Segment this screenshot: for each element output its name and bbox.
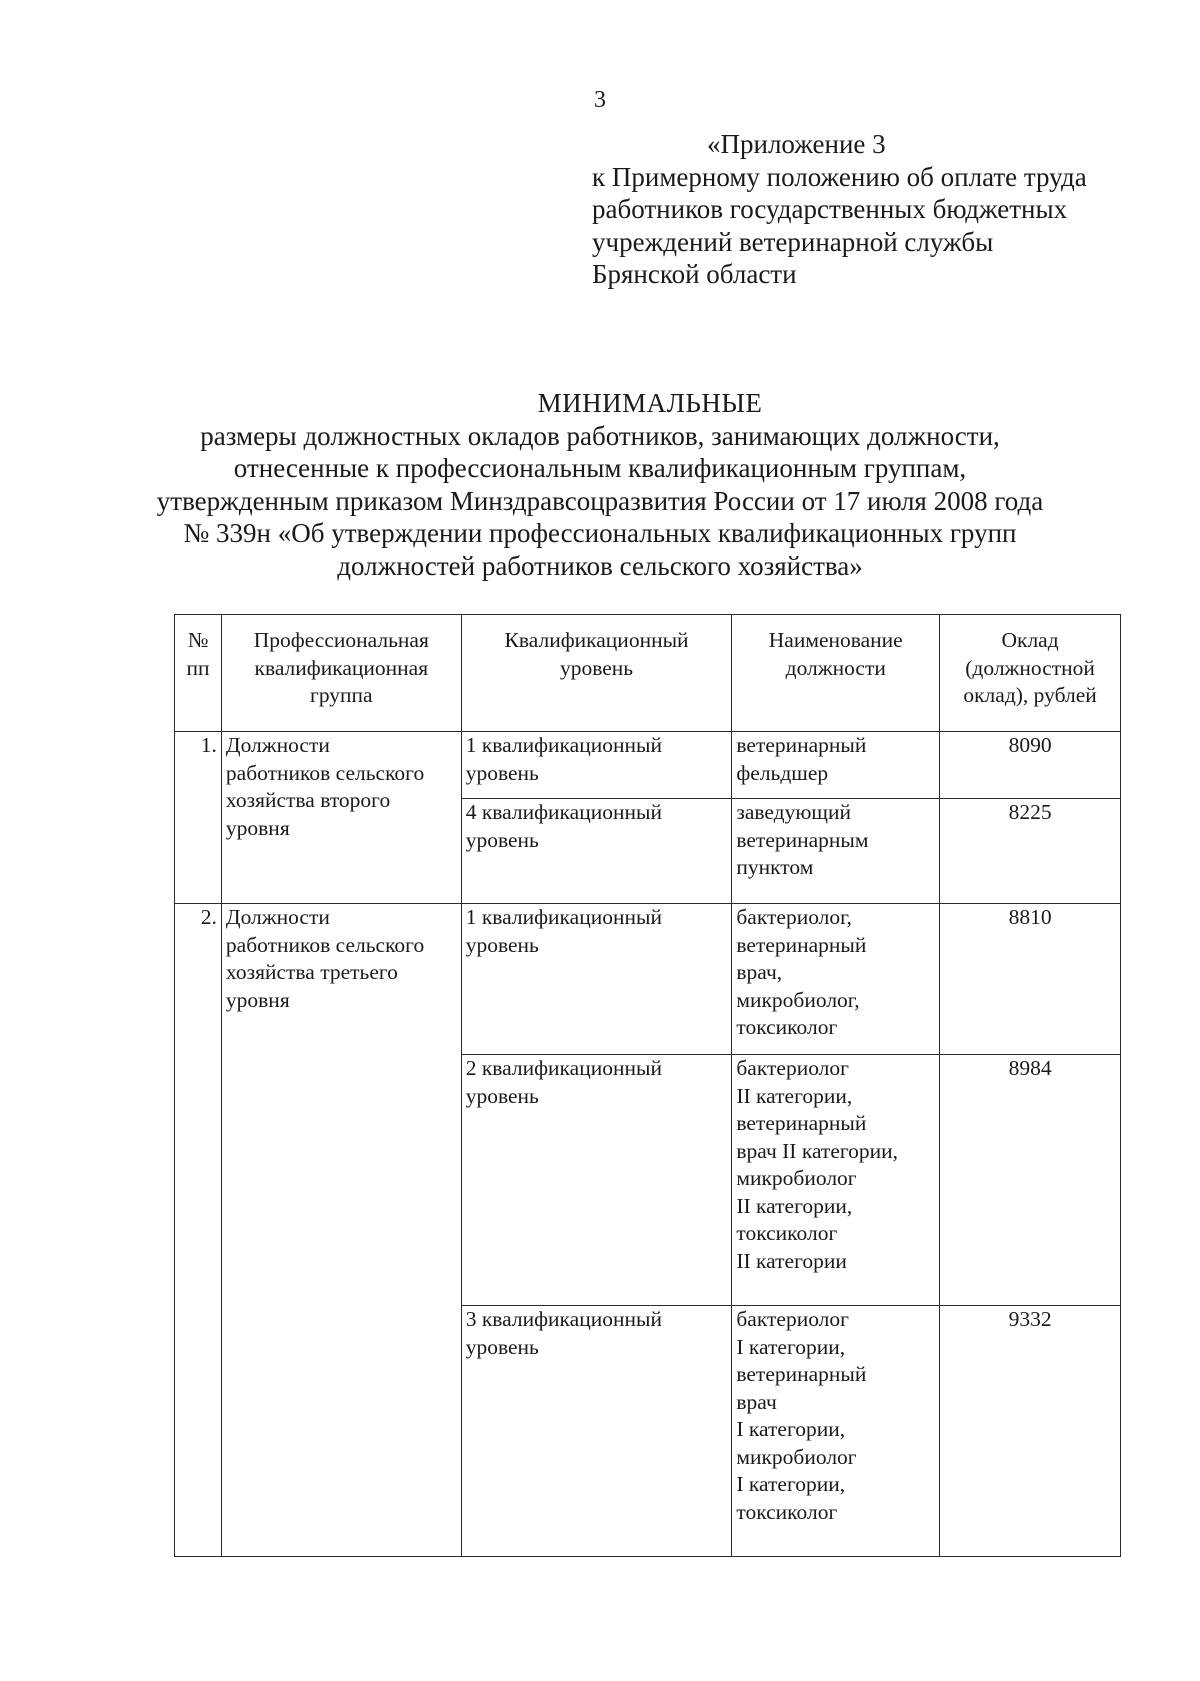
group-text: Должности — [225, 905, 330, 929]
level-text: уровень — [465, 760, 539, 785]
header-salary — [940, 615, 1121, 732]
title-line: должностей работников сельского хозяйства» — [337, 550, 863, 581]
appendix-line: учреждений ветеринарной службы — [592, 226, 994, 257]
header-text: Профессиональная — [253, 628, 429, 652]
level-text: 2 квалификационный — [465, 1056, 662, 1080]
level-text: 4 квалификационный — [465, 800, 662, 824]
group-text: Должности — [225, 733, 330, 757]
header-text: Квалификационный — [504, 628, 689, 652]
group-text: уровня — [225, 815, 290, 840]
position-text: II категории, — [736, 1083, 853, 1108]
header-no — [175, 615, 222, 732]
header-text: пп — [186, 655, 210, 680]
header-text: должности — [785, 655, 886, 680]
header-text: Наименование — [768, 628, 903, 652]
header-text: квалификационная — [254, 655, 429, 680]
position-text: ветеринарный — [736, 932, 867, 957]
appendix-line: работников государственных бюджетных — [592, 194, 1068, 224]
qualification-level — [461, 904, 732, 1055]
table-row — [175, 732, 1121, 799]
salary-value: 8984 — [940, 1055, 1121, 1306]
position-text: токсиколог — [736, 1015, 838, 1039]
position-text: бактериолог, — [736, 905, 852, 929]
position-text: заведующий — [736, 800, 851, 824]
level-text: уровень — [465, 932, 539, 957]
position-text: микробиолог — [736, 1166, 857, 1190]
group-text: хозяйства второго — [225, 788, 391, 812]
group-text: уровня — [225, 987, 290, 1012]
position-name — [732, 799, 940, 904]
salary-value: 8810 — [940, 904, 1121, 1055]
position-text: врач II категории, — [736, 1138, 899, 1163]
title-heading: МИНИМАЛЬНЫЕ — [537, 388, 763, 418]
position-name — [732, 904, 940, 1055]
page-number: 3 — [594, 87, 606, 113]
position-text: II категории — [736, 1248, 847, 1273]
header-group — [221, 615, 461, 732]
position-text: I категории, — [736, 1334, 846, 1359]
level-text: 1 квалификационный — [465, 733, 662, 757]
position-text: II категории, — [736, 1193, 853, 1218]
position-text: токсиколог — [736, 1221, 838, 1245]
position-text: бактериолог — [736, 1056, 849, 1080]
level-text: 1 квалификационный — [465, 905, 662, 929]
group-text: работников сельского — [225, 760, 425, 785]
salary-value: 8090 — [940, 732, 1121, 799]
position-text: ветеринарный — [736, 1362, 867, 1386]
header-position — [732, 615, 940, 732]
qualification-level — [461, 732, 732, 799]
appendix-reference — [592, 128, 1152, 291]
appendix-line: «Приложение 3 — [707, 129, 886, 159]
qualification-group — [221, 732, 461, 904]
salary-value: 9332 — [940, 1306, 1121, 1557]
qualification-group — [221, 904, 461, 1557]
header-text: (должностной — [965, 655, 1095, 680]
position-text: пунктом — [736, 855, 814, 879]
appendix-line: Брянской области — [592, 259, 797, 289]
position-text: I категории, — [736, 1472, 846, 1496]
position-text: микробиолог, — [736, 987, 860, 1012]
document-title — [0, 387, 1200, 582]
title-line: размеры должностных окладов работников, занимающих должности, — [200, 420, 1000, 451]
header-text: группа — [310, 683, 373, 707]
position-text: ветеринарный — [736, 1111, 867, 1135]
level-text: уровень — [465, 827, 539, 852]
qualification-level — [461, 1306, 732, 1557]
position-name — [732, 1306, 940, 1557]
position-text: врач, — [736, 960, 783, 984]
header-text: уровень — [559, 655, 634, 680]
group-text: хозяйства третьего — [225, 960, 398, 984]
salary-value: 8225 — [940, 799, 1121, 904]
position-text: врач — [736, 1389, 777, 1414]
header-level — [461, 615, 732, 732]
position-text: фельдшер — [736, 760, 829, 785]
table-header-row — [175, 615, 1121, 732]
salary-table — [174, 614, 1121, 1557]
level-text: 3 квалификационный — [465, 1307, 662, 1331]
group-text: работников сельского — [225, 932, 425, 957]
title-line: № 339н «Об утверждении профессиональных квалификационных групп — [183, 518, 1017, 548]
header-text: Оклад — [1001, 628, 1059, 652]
position-text: ветеринарный — [736, 733, 867, 757]
position-name — [732, 1055, 940, 1306]
position-text: ветеринарным — [736, 827, 869, 852]
qualification-level — [461, 1055, 732, 1306]
title-line: отнесенные к профессиональным квалификационным группам, — [233, 453, 967, 483]
title-line: утвержденным приказом Минздравсоцразвития России от 17 июля 2008 года — [156, 485, 1044, 516]
row-number: 2. — [175, 904, 222, 1557]
level-text: уровень — [465, 1083, 539, 1108]
table-row — [175, 904, 1121, 1055]
row-number: 1. — [175, 732, 222, 904]
position-text: I категории, — [736, 1417, 846, 1441]
header-text: № — [187, 628, 209, 652]
qualification-level — [461, 799, 732, 904]
position-text: токсиколог — [736, 1499, 838, 1524]
position-text: микробиолог — [736, 1444, 857, 1469]
level-text: уровень — [465, 1334, 539, 1359]
header-text: оклад), рублей — [963, 683, 1097, 707]
position-text: бактериолог — [736, 1307, 849, 1331]
appendix-line: к Примерному положению об оплате труда — [592, 161, 1087, 192]
position-name — [732, 732, 940, 799]
